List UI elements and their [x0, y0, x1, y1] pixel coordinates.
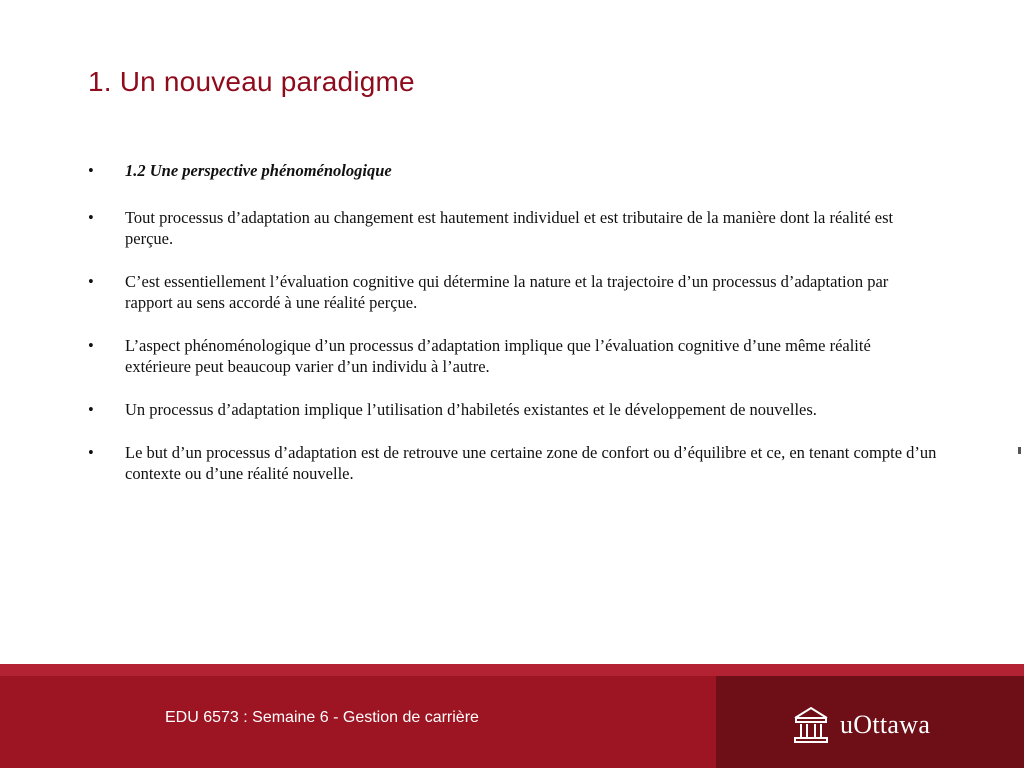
bullet-symbol: •	[88, 272, 94, 291]
bullet-item	[88, 442, 938, 484]
uottawa-logo	[792, 704, 930, 746]
bullet-text: 1.2 Une perspective phénoménologique	[125, 161, 392, 180]
bullet-text: Le but d’un processus d’adaptation est de retrouve une certaine zone de confort ou d’équilibre et ce, en tenant compte d’un contexte ou d’une réalité nouvelle.	[125, 443, 937, 483]
bullet-list	[88, 160, 938, 506]
bullet-text: Un processus d’adaptation implique l’utilisation d’habiletés existantes et le développement de nouvelles.	[125, 400, 817, 419]
bullet-symbol: •	[88, 443, 94, 462]
decorative-mark	[1018, 447, 1021, 454]
bullet-symbol: •	[88, 400, 94, 419]
footer-accent-line	[0, 664, 1024, 676]
bullet-item	[88, 335, 938, 377]
bullet-item	[88, 207, 938, 249]
course-label: EDU 6573 : Semaine 6 - Gestion de carrière	[165, 709, 479, 726]
bullet-symbol: •	[88, 208, 94, 227]
footer-band	[0, 664, 1024, 768]
bullet-item-subtitle	[88, 160, 938, 181]
bullet-text: L’aspect phénoménologique d’un processus d’adaptation implique que l’évaluation cognitive d’une même réalité extérieure peut beaucoup varier d’un individu à l’autre.	[125, 336, 871, 376]
bullet-text: Tout processus d’adaptation au changement est hautement individuel et est tributaire de la manière dont la réalité est perçue.	[125, 208, 894, 248]
bullet-item	[88, 399, 938, 420]
bullet-symbol: •	[88, 161, 94, 180]
university-building-icon	[792, 705, 830, 745]
slide-title: 1. Un nouveau paradigme	[88, 66, 415, 97]
bullet-item	[88, 271, 938, 313]
bullet-symbol: •	[88, 336, 94, 355]
logo-text: uOttawa	[840, 710, 931, 739]
bullet-text: C’est essentiellement l’évaluation cognitive qui détermine la nature et la trajectoire d’un processus d’adaptation par rapport au sens accordé à une réalité perçue.	[125, 272, 889, 312]
